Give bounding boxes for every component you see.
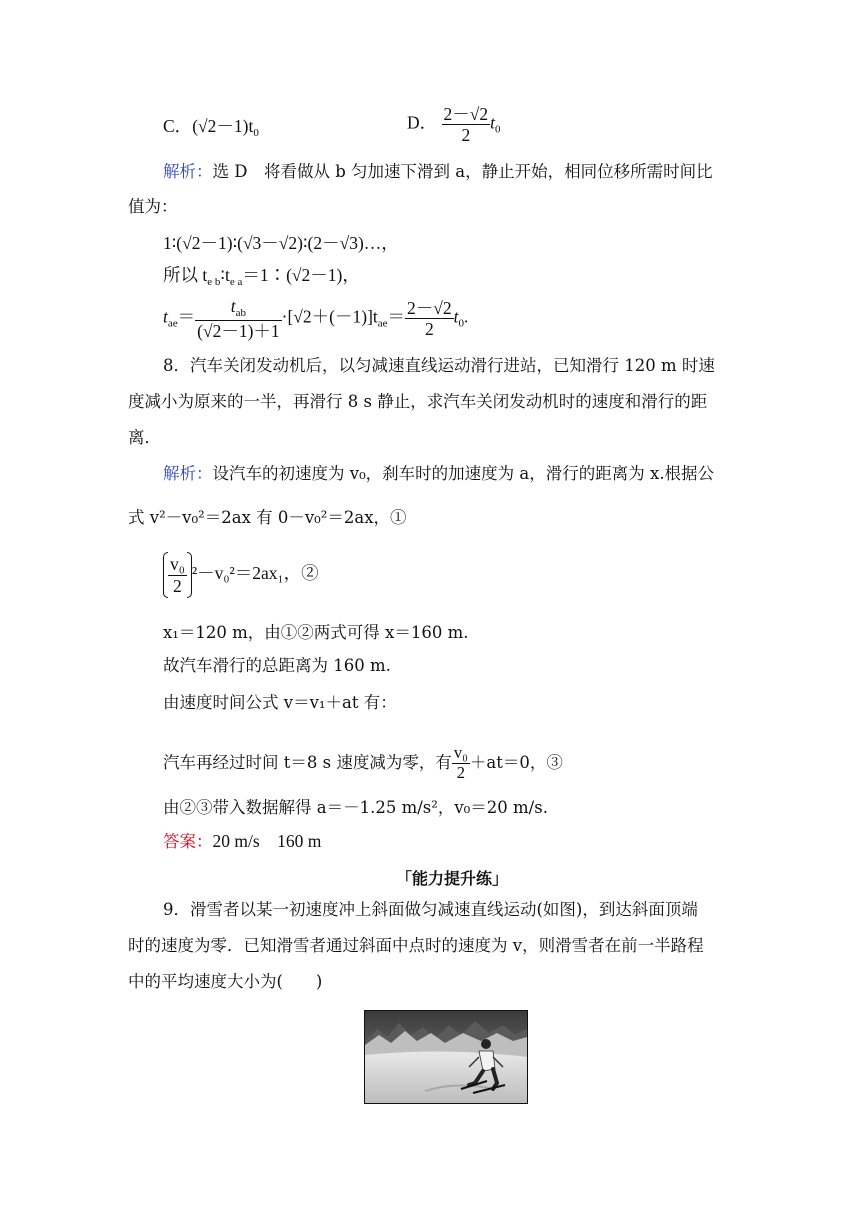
q8-l7-b: ＋at＝0，③ [469,752,563,772]
q8-line3: 离． [128,428,161,447]
section-title: 「能力提升练」 [396,869,509,888]
q7-l4-mid: ∶t [220,265,230,285]
q8-l7-frac-num: v₀ [453,743,468,762]
skier-photo-icon [364,1010,528,1104]
q7-l5-lhs-sub: ae [167,317,178,330]
q7-l5-eq: ＝ [177,306,196,327]
option-c-sub: 0 [253,127,259,139]
option-d-tail: t [490,112,495,133]
option-c [163,116,259,140]
q7-l5-frac2-den: 2 [424,318,434,339]
q9-line3: 中的平均速度大小为( ) [128,972,323,991]
q7-solution-text1: 选 D 将看做从 b 匀加速下滑到 a，静止开始，相同位移所需时间比 [212,162,713,181]
q7-l4-sub1: e b [207,276,221,288]
q7-l5-frac2-num: 2－√2 [407,297,452,318]
q8-l7-a: 汽车再经过时间 t＝8 s 速度减为零，有 [163,752,452,772]
q7-l5-fraction [195,296,282,341]
answer-label: 答案： [163,832,213,851]
option-d-num: 2－√2 [443,104,489,124]
q7-l5-mid: ·[√2＋(－1)]t [281,306,378,327]
q8-answer [163,831,321,852]
q7-l5-frac-num-sub: ab [235,307,247,319]
q7-l5-frac-num-t: t [230,296,236,316]
q7-solution-line3: 1∶(√2－1)∶(√3－√2)∶(2－√3)…， [163,233,399,253]
q8-l3-frac-den: 2 [173,575,182,596]
q8-solution-line6: 由速度时间公式 v＝v₁＋at 有： [163,693,397,712]
q8-solution-line5: 故汽车滑行的总距离为 160 m. [163,656,391,675]
q7-l5-eq2: ＝ [387,306,406,327]
q7-l4-a: 所以 t [163,265,208,285]
answer-value: 20 m/s 160 m [212,831,322,851]
q8-solution-line3 [163,552,319,598]
q8-l7-frac-den: 2 [456,762,465,782]
q8-solution-line7 [163,744,563,783]
q7-l5-tail: t [453,306,459,327]
option-d-sub: 0 [495,123,501,136]
option-c-expr: (√2－1)t [192,116,254,136]
q8-l7-fraction [452,744,470,783]
q8-l3-frac-num: v₀ [170,554,185,575]
skier-photo-svg [365,1011,527,1103]
q9-line1: 9．滑雪者以某一初速度冲上斜面做匀减速直线运动(如图)，到达斜面顶端 [163,900,698,919]
q8-solution-line1 [163,464,714,484]
q7-l5-end: . [464,306,469,327]
q7-l5-frac-den: (√2－1)＋1 [197,320,280,341]
q8-line2: 度减小为原来的一半，再滑行 8 s 静止，求汽车关闭发动机时的速度和滑行的距 [128,392,708,411]
q7-l4-tail: ＝1∶(√2－1)， [242,265,360,285]
q9-line2: 时的速度为零．已知滑雪者通过斜面中点时的速度为 v，则滑雪者在前一半路程 [128,936,704,955]
q8-solution-text1: 设汽车的初速度为 v₀，刹车时的加速度为 a，滑行的距离为 x.根据公 [212,464,715,483]
option-d-den: 2 [461,125,471,146]
q7-l5-tail-sub: 0 [458,317,465,330]
q8-solution-line2: 式 v²－v₀²＝2ax 有 0－v₀²＝2ax，① [128,508,407,527]
q7-solution-line1 [163,162,713,182]
q8-solution-label: 解析： [163,464,213,483]
q7-l5-frac-num [195,296,282,321]
q8-solution-line8: 由②③带入数据解得 a＝－1.25 m/s²，v₀＝20 m/s. [163,798,548,817]
q7-l5-mid-sub: ae [377,317,388,330]
q7-l5-lhs: t [163,306,168,327]
option-d [407,104,501,145]
q7-l5-fraction2 [405,298,454,339]
q7-l4-sub2: e a [229,276,243,288]
q8-l3-tail: ²－v₀²＝2ax₁，② [191,563,319,584]
q7-solution-line4 [163,265,360,289]
q7-solution-line2: 值为： [128,197,178,216]
solution-label: 解析： [163,162,213,181]
q8-line1: 8．汽车关闭发动机后，以匀减速直线运动滑行进站，已知滑行 120 m 时速 [163,356,715,375]
q8-l3-fraction [168,554,187,595]
q7-solution-line5 [163,296,468,341]
q8-solution-line4: x₁＝120 m，由①②两式可得 x＝160 m. [163,623,469,642]
option-c-label: C． [163,116,193,136]
option-d-label: D． [407,112,438,133]
option-d-fraction [442,104,491,145]
